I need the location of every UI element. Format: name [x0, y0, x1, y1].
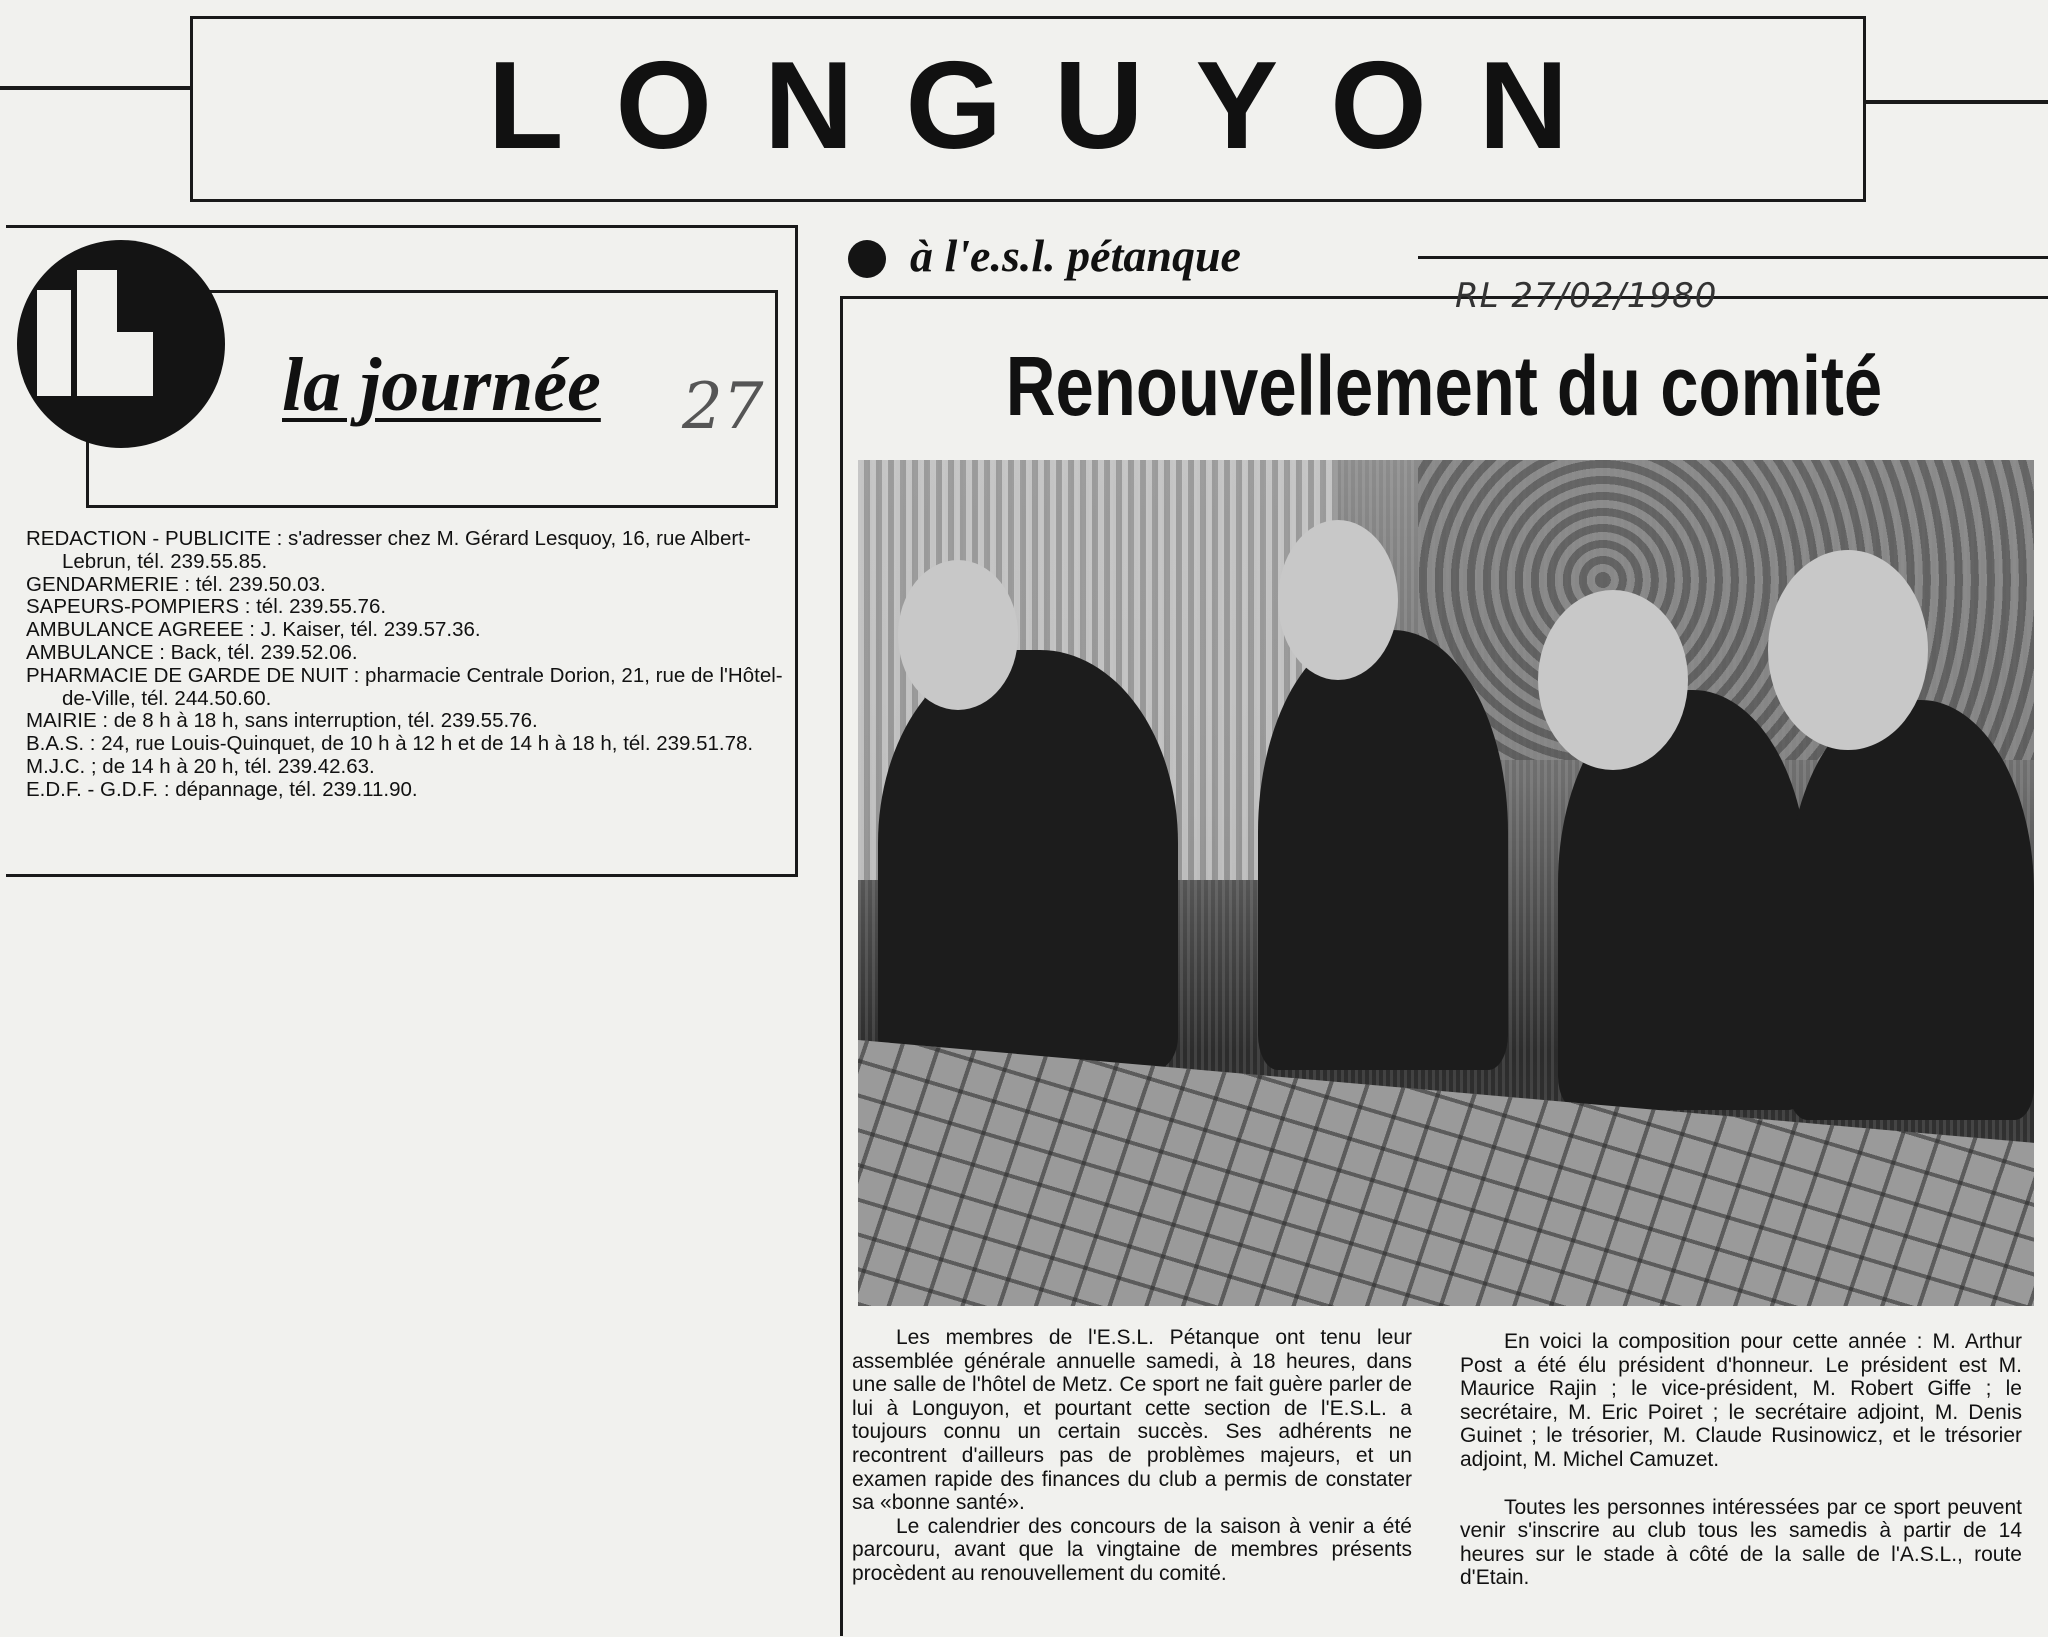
bullet-icon [848, 240, 886, 278]
section-heading: à l'e.s.l. pétanque [910, 230, 1241, 281]
article-paragraph: Toutes les personnes intéressées par ce sport peuvent venir s'inscrire au club tous les samedis à partir de 14 heures sur le stade à côté de la salle de l'A.S.L., route d'Etain. [1460, 1495, 2022, 1590]
info-line: GENDARMERIE : tél. 239.50.03. [26, 572, 326, 596]
info-line: REDACTION - PUBLICITE : s'adresser chez M. Gérard Lesquoy, 16, rue Albert-Lebrun, tél. 239.55.85. [26, 527, 751, 573]
info-line: AMBULANCE AGREEE : J. Kaiser, tél. 239.57.36. [26, 618, 481, 642]
masthead-rule-right [1866, 100, 2048, 104]
info-line: M.J.C. ; de 14 h à 20 h, tél. 239.42.63. [26, 754, 375, 778]
info-line: MAIRIE : de 8 h à 18 h, sans interruption, tél. 239.55.76. [26, 709, 538, 733]
committee-photo [858, 460, 2034, 1306]
article-column-left [852, 1326, 1412, 1586]
info-line: SAPEURS-POMPIERS : tél. 239.55.76. [26, 595, 387, 619]
info-line: B.A.S. : 24, rue Louis-Quinquet, de 10 h à 12 h et de 14 h à 18 h, tél. 239.51.78. [26, 732, 754, 756]
masthead [190, 16, 1866, 202]
info-line: PHARMACIE DE GARDE DE NUIT : pharmacie Centrale Dorion, 21, rue de l'Hôtel-de-Ville, tél. 244.50.60. [26, 663, 783, 710]
practical-info-list [26, 528, 786, 802]
article-headline: Renouvellement du comité [1005, 339, 1883, 433]
handwritten-day: 27 [682, 370, 764, 444]
article-paragraph: Les membres de l'E.S.L. Pétanque ont tenu leur assemblée générale annuelle samedi, à 18 heures, dans une salle de l'hôtel de Metz. Ce sport ne fait guère parler de lui à Longuyon, et pourtant cette section de l'E.S.L. a toujours connu un certain succès. Ses adhérents ne recontrent d'ailleurs pas de problèmes majeurs, et un examen rapide des finances du club a permis de constater sa «bonne santé». [852, 1326, 1412, 1515]
info-line: E.D.F. - G.D.F. : dépannage, tél. 239.11.90. [26, 777, 418, 801]
masthead-title: LONGUYON [487, 37, 1621, 175]
rl-logo-icon [17, 240, 225, 448]
section-rule [1418, 256, 2048, 259]
article-paragraph: Le calendrier des concours de la saison à venir a été parcouru, avant que la vingtaine de membres présents procèdent au renouvellement du comité. [852, 1514, 1412, 1585]
masthead-rule-left [0, 86, 190, 90]
info-line: AMBULANCE : Back, tél. 239.52.06. [26, 640, 358, 664]
article-column-right [1460, 1330, 2022, 1590]
article-paragraph: En voici la composition pour cette année : M. Arthur Post a été élu président d'honneur. Le président est M. Maurice Rajin ; le vice-président, M. Robert Giffe ; le secrétaire, M. Eric Poiret ; le secrétaire adjoint, M. Denis Guinet ; le trésorier, M. Claude Rusinowicz, et le trésorier adjoint, M. Michel Camuzet. [1460, 1330, 2022, 1471]
archive-note: RL 27/02/1980 [1455, 276, 1718, 316]
journee-title: la journée [282, 343, 601, 427]
